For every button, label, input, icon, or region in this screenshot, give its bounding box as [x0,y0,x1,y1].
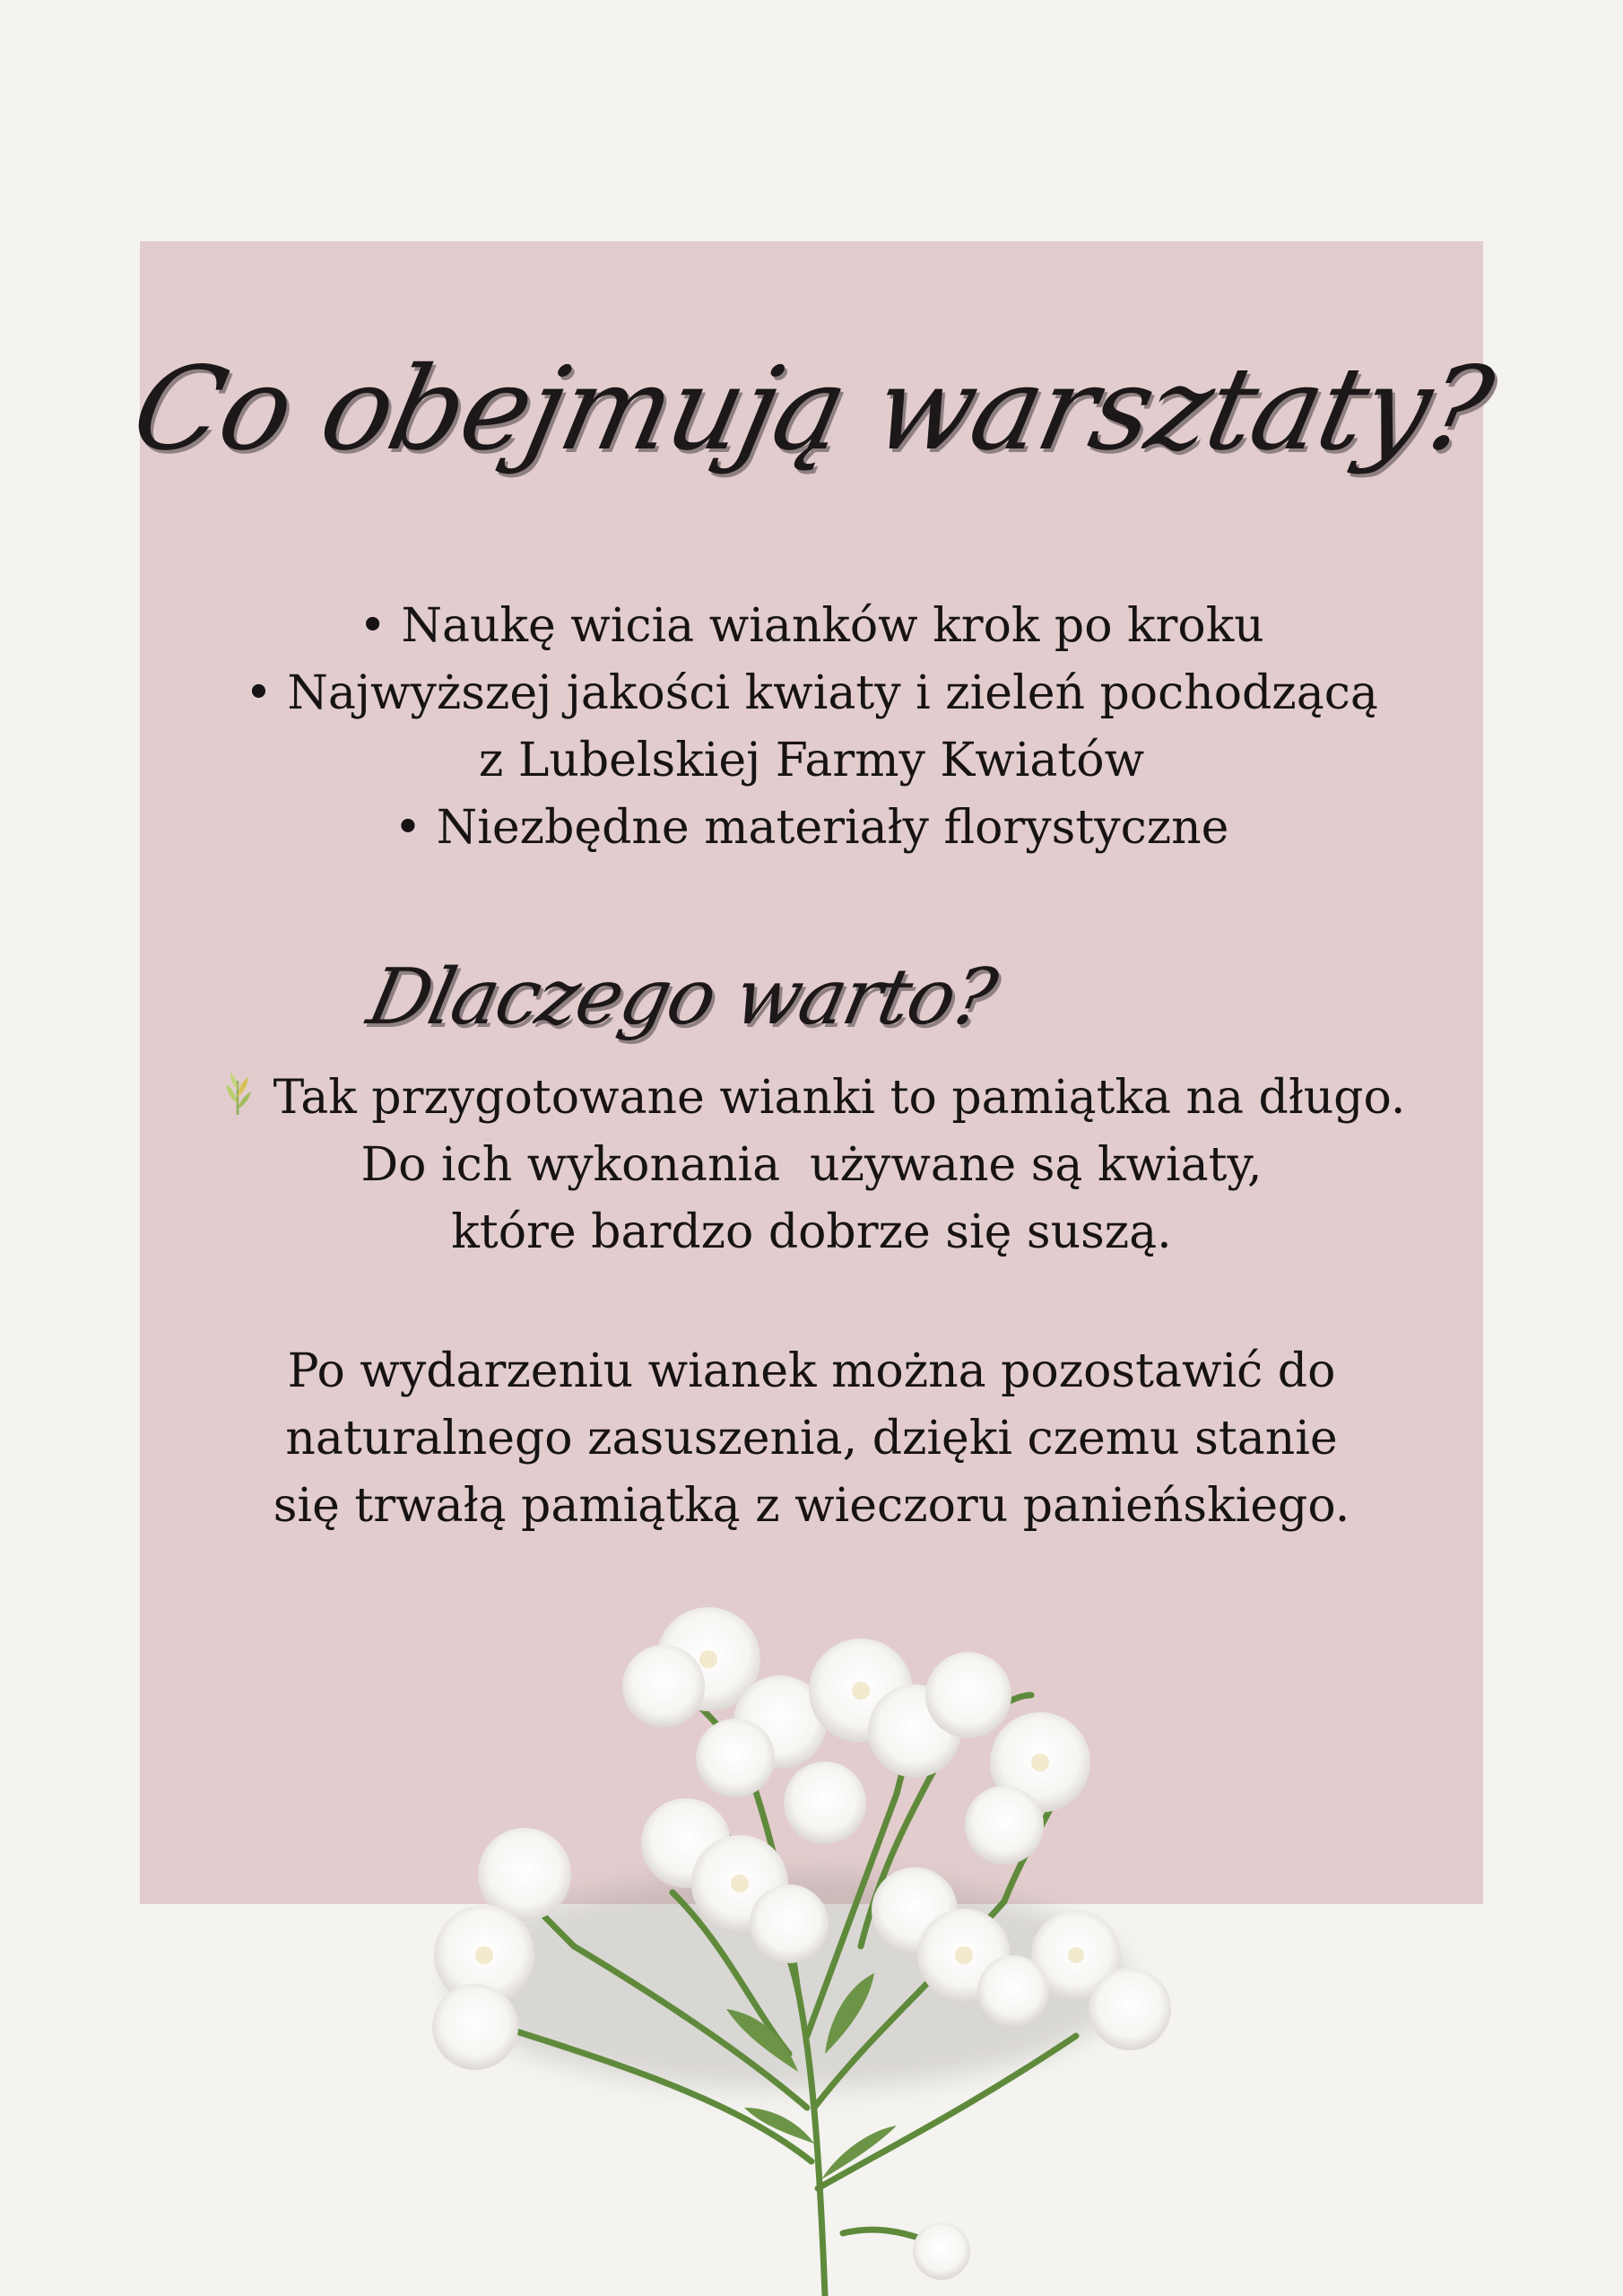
after-event-paragraph [0,1338,1623,1540]
list-item: • Naukę wicia wianków krok po kroku [359,599,1264,653]
after-line: Po wydarzeniu wianek można pozostawić do [287,1344,1336,1398]
why-line-first [0,1065,1623,1132]
wheat-icon [218,1068,257,1117]
after-line: się trwałą pamiątką z wieczoru panieńskiego. [273,1479,1350,1533]
why-paragraph [0,1065,1623,1266]
white-flowers-illustration [323,1605,1291,2296]
list-item: • Niezbędne materiały florystyczne [394,801,1229,855]
list-item: • Najwyższej jakości kwiaty i zieleń pochodzącą [245,666,1378,720]
workshop-includes-list [0,593,1623,862]
why-line: które bardzo dobrze się suszą. [451,1205,1172,1259]
main-heading: Co obejmują warsztaty? [121,343,1502,476]
list-item-continuation: z Lubelskiej Farmy Kwiatów [478,734,1145,787]
after-line: naturalnego zasuszenia, dzięki czemu stanie [285,1412,1338,1465]
why-line: Do ich wykonania używane są kwiaty, [360,1138,1263,1192]
why-heading: Dlaczego warto? [360,952,1002,1042]
why-line-text: Tak przygotowane wianki to pamiątka na długo. [273,1071,1406,1125]
